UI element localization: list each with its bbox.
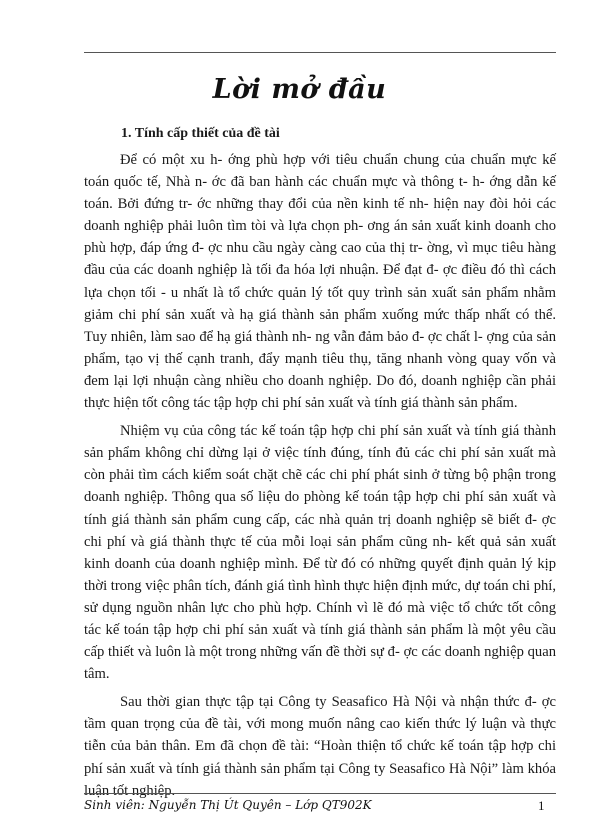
paragraph-3: Sau thời gian thực tập tại Công ty Seasafico Hà Nội và nhận thức đ- ợc tầm quan trọng của đề tài, với mong muốn nâng cao kiến thức lý luận và thực tiễn của bản thân. Em đã chọn đề tài: “Hoàn thiện tổ chức kế toán tập hợp chi phí sản xuất và tính giá thành sản phẩm tại Công ty Seasafico Hà Nội” làm khóa luận tốt nghiệp. <box>84 694 556 799</box>
page-number: 1 <box>538 798 545 813</box>
footer-author: Sinh viên: Nguyễn Thị Út Quyên – Lớp QT902K <box>84 798 372 812</box>
paragraph-1: Để có một xu h- ớng phù hợp với tiêu chuẩn chung của chuẩn mực kế toán quốc tế, Nhà n- ớc đã ban hành các chuẩn mực và thông t- h- ớng dẫn kế toán. Bởi đứng tr- ớc những thay đổi của nền kinh tế nh- hiện nay đòi hỏi các doanh nghiệp phải luôn tìm tòi và lựa chọn ph- ơng án sản xuất kinh doanh cho phù hợp, đáp ứng đ- ợc nhu cầu ngày càng cao của thị tr- ờng, vì mục tiêu hàng đầu của các doanh nghiệp là tối đa hóa lợi nhuận. Để đạt đ- ợc điều đó thì cách lựa chọn tối - u nhất là tổ chức quản lý tốt quy trình sản xuất sản phẩm nhằm giảm chi phí sản xuất và hạ giá thành sản phẩm xuống mức thấp nhất có thể. Tuy nhiên, làm sao để hạ giá thành nh- ng vẫn đảm bảo đ- ợc chất l- ợng của sản phẩm, tạo vị thế cạnh tranh, đẩy mạnh tiêu thụ, tăng nhanh vòng quay vốn và đem lại lợi nhuận càng nhiều cho doanh nghiệp. Do đó, doanh nghiệp cần phải thực hiện tốt công tác tập hợp chi phí sản xuất và tính giá thành sản phẩm. <box>84 152 556 412</box>
section-heading: 1. Tính cấp thiết của đề tài <box>121 126 280 141</box>
footer-rule <box>84 793 556 794</box>
document-body <box>84 149 556 808</box>
page-title: Lời mở đầu <box>212 74 387 105</box>
header-rule <box>84 52 556 53</box>
paragraph-2: Nhiệm vụ của công tác kế toán tập hợp chi phí sản xuất và tính giá thành sản phẩm không chỉ dừng lại ở việc tính đúng, tính đủ các chi phí sản xuất mà còn phải tìm cách kiểm soát chặt chẽ các chi phí phát sinh ở từng bộ phận trong doanh nghiệp. Thông qua số liệu do phòng kế toán tập hợp chi phí sản xuất và tính giá thành sản phẩm cung cấp, các nhà quản trị doanh nghiệp sẽ biết đ- ợc chi phí và giá thành thực tế của mỗi loại sản phẩm cũng nh- kết quả sản xuất kinh doanh của doanh nghiệp mình. Để từ đó có những quyết định quản lý kịp thời trong việc phân tích, đánh giá tình hình thực hiện định mức, dự toán chi phí, sử dụng nguồn nhân lực cho phù hợp. Chính vì lẽ đó mà việc tổ chức tốt công tác kế toán tập hợp chi phí sản xuất và tính giá thành sản phẩm là một yêu cầu cấp thiết và luôn là một trong những vấn đề thời sự đ- ợc các doanh nghiệp quan tâm. <box>84 423 557 683</box>
